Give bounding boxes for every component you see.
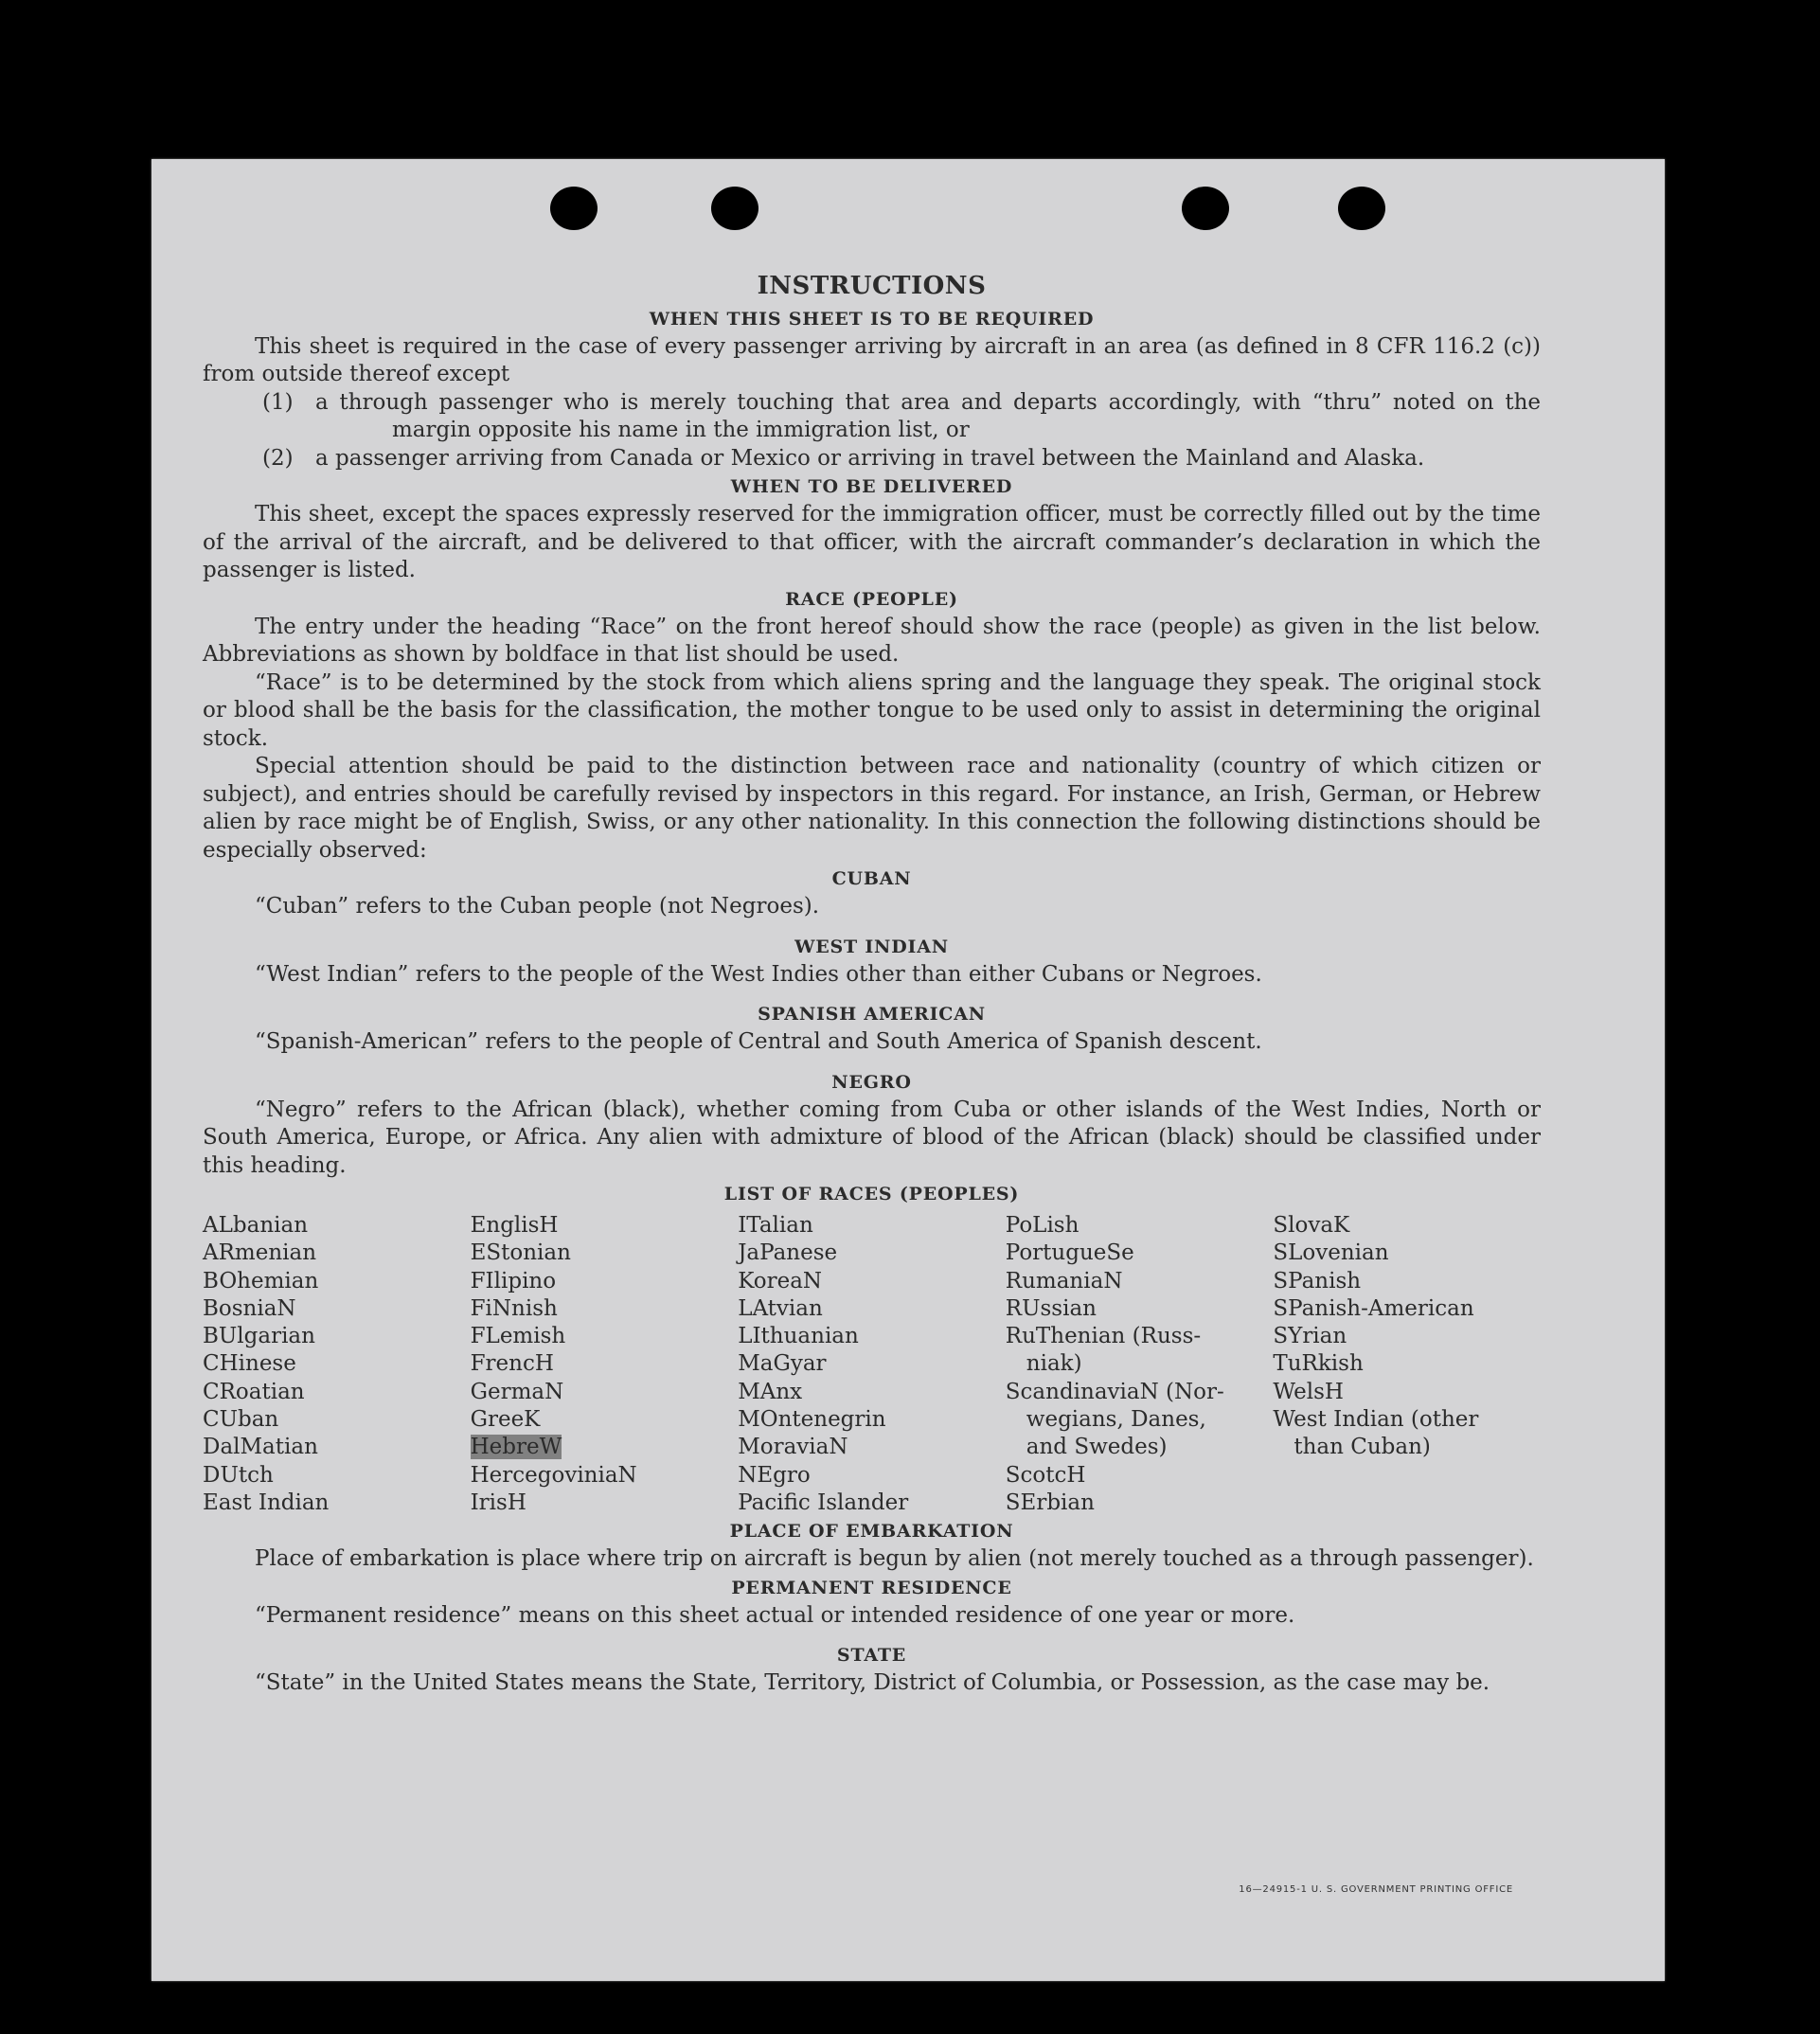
race-entry: MoraviaN [738,1435,848,1460]
race-entry: TuRkish [1273,1351,1364,1377]
race-entry: MOntenegrin [738,1407,886,1433]
race-entry: BosniaN [203,1295,296,1321]
race-entry: FLemish [470,1324,566,1349]
paragraph: Special attention should be paid to the distinction between race and nationality (country of which citizen or subject), and entries should be carefully revised by inspectors in this regard. For instance, an Irish, German, or Hebrew alien by race might be of English, Swiss, or any other nationality. In this connection the following distinctions should be especially observed: [203,754,1541,863]
race-entry: ITalian [738,1213,813,1238]
race-entry: SlovaK [1273,1213,1350,1238]
race-entry: ARmenian [203,1240,317,1266]
race-entry: PoLish [1005,1213,1080,1238]
list-item: (2) a passenger arriving from Canada or Mexico or arriving in travel between the Mainland and Alaska. [262,445,1425,471]
race-entry: East Indian [203,1490,330,1515]
race-entry: than Cuban) [1294,1435,1431,1460]
paragraph: “Spanish-American” refers to the people of Central and South America of Spanish descent. [255,1029,1262,1054]
race-entry: CUban [203,1407,279,1433]
race-entry: LIthuanian [738,1324,859,1349]
race-entry: niak) [1026,1351,1082,1377]
race-entry: IrisH [470,1490,526,1515]
section-heading: PERMANENT RESIDENCE [731,1577,1012,1598]
section-heading: NEGRO [831,1071,912,1093]
punch-hole [1182,187,1229,230]
races-list [203,1212,1541,1517]
section-heading: STATE [836,1645,907,1667]
document-sheet [152,159,1665,1981]
section-heading: WHEN THIS SHEET IS TO BE REQUIRED [649,308,1095,330]
race-entry: BUlgarian [203,1324,315,1349]
paragraph: “Race” is to be determined by the stock from which aliens spring and the language they speak. The original stock or blood shall be the basis for the classification, the mother tongue to be used only to assist in determining the original stock. [203,669,1541,751]
race-entry: LAtvian [738,1295,823,1321]
race-entry: FiNnish [470,1295,558,1321]
races-column [738,1212,1006,1517]
paragraph: “West Indian” refers to the people of the West Indies other than either Cubans or Negroes. [255,961,1262,987]
paragraph: “Permanent residence” means on this sheet actual or intended residence of one year or more. [255,1602,1295,1628]
race-entry: SPanish [1273,1268,1362,1294]
race-entry: FIlipino [470,1268,557,1294]
paragraph: “State” in the United States means the State, Territory, District of Columbia, or Possession, as the case may be. [255,1670,1490,1696]
race-entry: SYrian [1273,1324,1347,1349]
race-entry: EStonian [470,1240,571,1266]
race-entry: EnglisH [470,1213,559,1238]
paragraph: The entry under the heading “Race” on the front hereof should show the race (people) as given in the list below. Abbreviations as shown by boldface in that list should be used. [203,614,1541,667]
paragraph: Place of embarkation is place where trip on aircraft is begun by alien (not merely touched as a through passenger). [255,1546,1534,1572]
section-heading: WEST INDIAN [794,936,949,957]
race-entry: HebreW [470,1435,562,1460]
race-entry: CHinese [203,1351,296,1377]
section-heading: LIST OF RACES (PEOPLES) [723,1184,1020,1204]
race-entry: PortugueSe [1005,1240,1134,1266]
race-entry: NEgro [738,1462,811,1488]
instructions-content [203,273,1541,1698]
races-column [471,1212,739,1517]
paragraph: This sheet, except the spaces expressly reserved for the immigration officer, must be correctly filled out by the time of the arrival of the aircraft, and be delivered to that officer, with the aircraft commander’s declaration in which the passenger is listed. [203,502,1541,582]
race-entry: SPanish-American [1273,1295,1474,1321]
race-entry: ScotcH [1005,1462,1086,1488]
paragraph: This sheet is required in the case of every passenger arriving by aircraft in an area (as defined in 8 CFR 116.2 (c)) from outside thereof except [203,333,1541,386]
section-heading: PLACE OF EMBARKATION [729,1521,1014,1543]
section-heading: RACE (PEOPLE) [785,588,958,610]
race-entry: KoreaN [738,1268,823,1294]
punch-hole [711,187,758,230]
races-column [1273,1212,1541,1517]
race-entry: RuThenian (Russ- [1005,1324,1202,1349]
section-heading: CUBAN [831,868,912,889]
race-entry: SLovenian [1273,1240,1389,1266]
list-item: (1) a through passenger who is merely touching that area and departs accordingly, with “thru” noted on the margin opposite his name in the immigration list, or [262,389,1541,442]
race-entry: WelsH [1273,1379,1344,1404]
race-entry: RUssian [1005,1295,1097,1321]
race-entry: West Indian (other [1273,1407,1479,1433]
race-entry: MAnx [738,1379,803,1404]
race-entry: GreeK [470,1407,541,1433]
page-title: INSTRUCTIONS [757,272,987,300]
race-entry: MaGyar [738,1351,827,1377]
race-entry: RumaniaN [1005,1268,1123,1294]
race-entry: FrencH [470,1351,554,1377]
races-column [203,1212,471,1517]
printer-imprint: 16—24915-1 U. S. GOVERNMENT PRINTING OFFICE [1239,1884,1513,1895]
races-column [1006,1212,1274,1517]
race-entry: and Swedes) [1026,1435,1168,1460]
section-heading: WHEN TO BE DELIVERED [730,476,1013,497]
race-entry: JaPanese [738,1240,838,1266]
race-entry: wegians, Danes, [1026,1407,1206,1433]
punch-hole [550,187,598,230]
race-entry: ScandinaviaN (Nor- [1005,1379,1224,1404]
race-entry: CRoatian [203,1379,305,1404]
paragraph: “Negro” refers to the African (black), whether coming from Cuba or other islands of the West Indies, North or South America, Europe, or Africa. Any alien with admixture of blood of the African (black) should be classified under this heading. [203,1097,1541,1178]
race-entry: GermaN [470,1379,564,1404]
race-entry: Pacific Islander [738,1490,909,1515]
race-entry: DalMatian [203,1435,318,1460]
race-entry: BOhemian [203,1268,319,1294]
race-entry: SErbian [1005,1490,1095,1515]
race-entry: HercegoviniaN [470,1462,637,1488]
punch-hole [1338,187,1385,230]
race-entry: DUtch [203,1462,274,1488]
paragraph: “Cuban” refers to the Cuban people (not Negroes). [255,894,820,919]
race-entry: ALbanian [203,1213,309,1238]
section-heading: SPANISH AMERICAN [758,1004,986,1025]
